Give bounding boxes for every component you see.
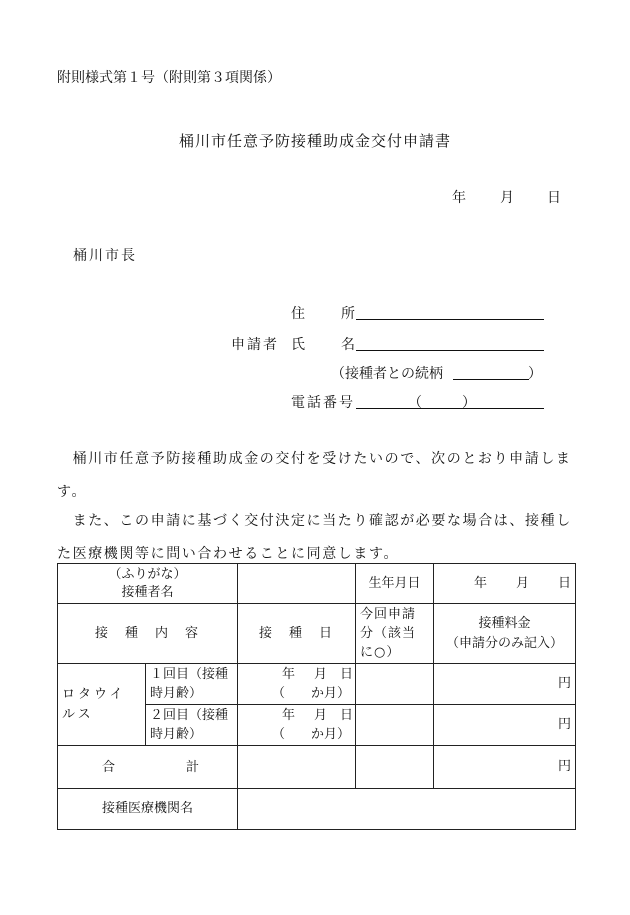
vaccine-name: ロタウイルス (58, 664, 146, 746)
dose-1-fee[interactable] (434, 664, 576, 705)
birth-month: 月 (516, 576, 530, 591)
dose-1-month: 月 (314, 667, 328, 682)
total-yen: 円 (558, 759, 572, 774)
dose-1-request-mark[interactable] (356, 664, 434, 705)
phone-paren-close: ） (462, 395, 476, 411)
date-day: 日 (547, 190, 561, 206)
applicant-label: 申請者 (231, 337, 279, 353)
dose-2-months: （ か月） (272, 727, 351, 742)
date-month: 月 (500, 190, 514, 206)
relation-label: （接種者との続柄 (331, 366, 443, 382)
total-label (58, 746, 238, 789)
request-paragraph: 桶川市任意予防接種助成金の交付を受けたいので、次のとおり申請します。 (57, 451, 572, 500)
dose-2-date-field[interactable] (238, 705, 356, 746)
dose-2-month: 月 (314, 708, 328, 723)
name-label-1: 氏 (291, 337, 305, 353)
birthdate-field[interactable] (434, 564, 576, 604)
phone-paren-open: （ (408, 395, 422, 411)
dose-1-yen: 円 (558, 676, 572, 691)
dose-2-year: 年 (282, 708, 296, 723)
content-header: 接 種 内 容 (58, 604, 238, 664)
dose-1-label: １回目（接種時月齢） (146, 664, 238, 705)
clinic-field[interactable] (238, 789, 576, 830)
dose-2-request-mark[interactable] (356, 705, 434, 746)
dose-1-date-field[interactable] (238, 664, 356, 705)
fee-header-line1: 接種料金 (478, 615, 531, 631)
patient-name-field[interactable] (238, 564, 356, 604)
relation-field[interactable] (453, 365, 529, 385)
addressee: 桶川市長 (73, 248, 137, 264)
birth-day: 日 (558, 576, 572, 591)
patient-name-label: 接種者名 (121, 584, 174, 600)
address-label-2: 所 (341, 306, 355, 322)
birthdate-label: 生年月日 (356, 564, 434, 604)
dose-1-months: （ か月） (272, 686, 351, 701)
dose-2-label: ２回目（接種時月齢） (146, 705, 238, 746)
total-date-cell (238, 746, 356, 789)
total-label-2: 計 (186, 760, 200, 775)
dose-2-yen: 円 (558, 717, 572, 732)
total-label-1: 合 (102, 760, 116, 775)
dose-1-year: 年 (282, 667, 296, 682)
form-number: 附則様式第１号（附則第３項関係） (57, 70, 281, 86)
date-year: 年 (452, 190, 466, 206)
fee-header (434, 604, 576, 664)
vaccination-table (57, 563, 576, 830)
dose-1-day: 日 (340, 667, 354, 682)
birth-year: 年 (474, 576, 488, 591)
patient-name-header (58, 564, 238, 604)
dose-2-day: 日 (340, 708, 354, 723)
total-request-cell (356, 746, 434, 789)
phone-label: 電話番号 (291, 395, 355, 411)
document-title: 桶川市任意予防接種助成金交付申請書 (178, 132, 451, 150)
address-field[interactable] (356, 305, 544, 325)
name-label-2: 名 (341, 337, 355, 353)
address-label-1: 住 (291, 306, 305, 322)
furigana-label: （ふりがな） (108, 566, 187, 582)
clinic-label: 接種医療機関名 (58, 789, 238, 830)
this-request-header: 今回申請分（該当に○） (356, 604, 434, 664)
name-field[interactable] (356, 336, 544, 356)
fee-header-line2: （申請分のみ記入） (446, 635, 564, 651)
consent-paragraph: また、この申請に基づく交付決定に当たり確認が必要な場合は、接種した医療機関等に問い合わせることに同意します。 (57, 513, 572, 562)
relation-close: ） (528, 366, 542, 382)
total-fee[interactable] (434, 746, 576, 789)
phone-field[interactable] (356, 394, 544, 414)
dose-2-fee[interactable] (434, 705, 576, 746)
date-header: 接 種 日 (238, 604, 356, 664)
